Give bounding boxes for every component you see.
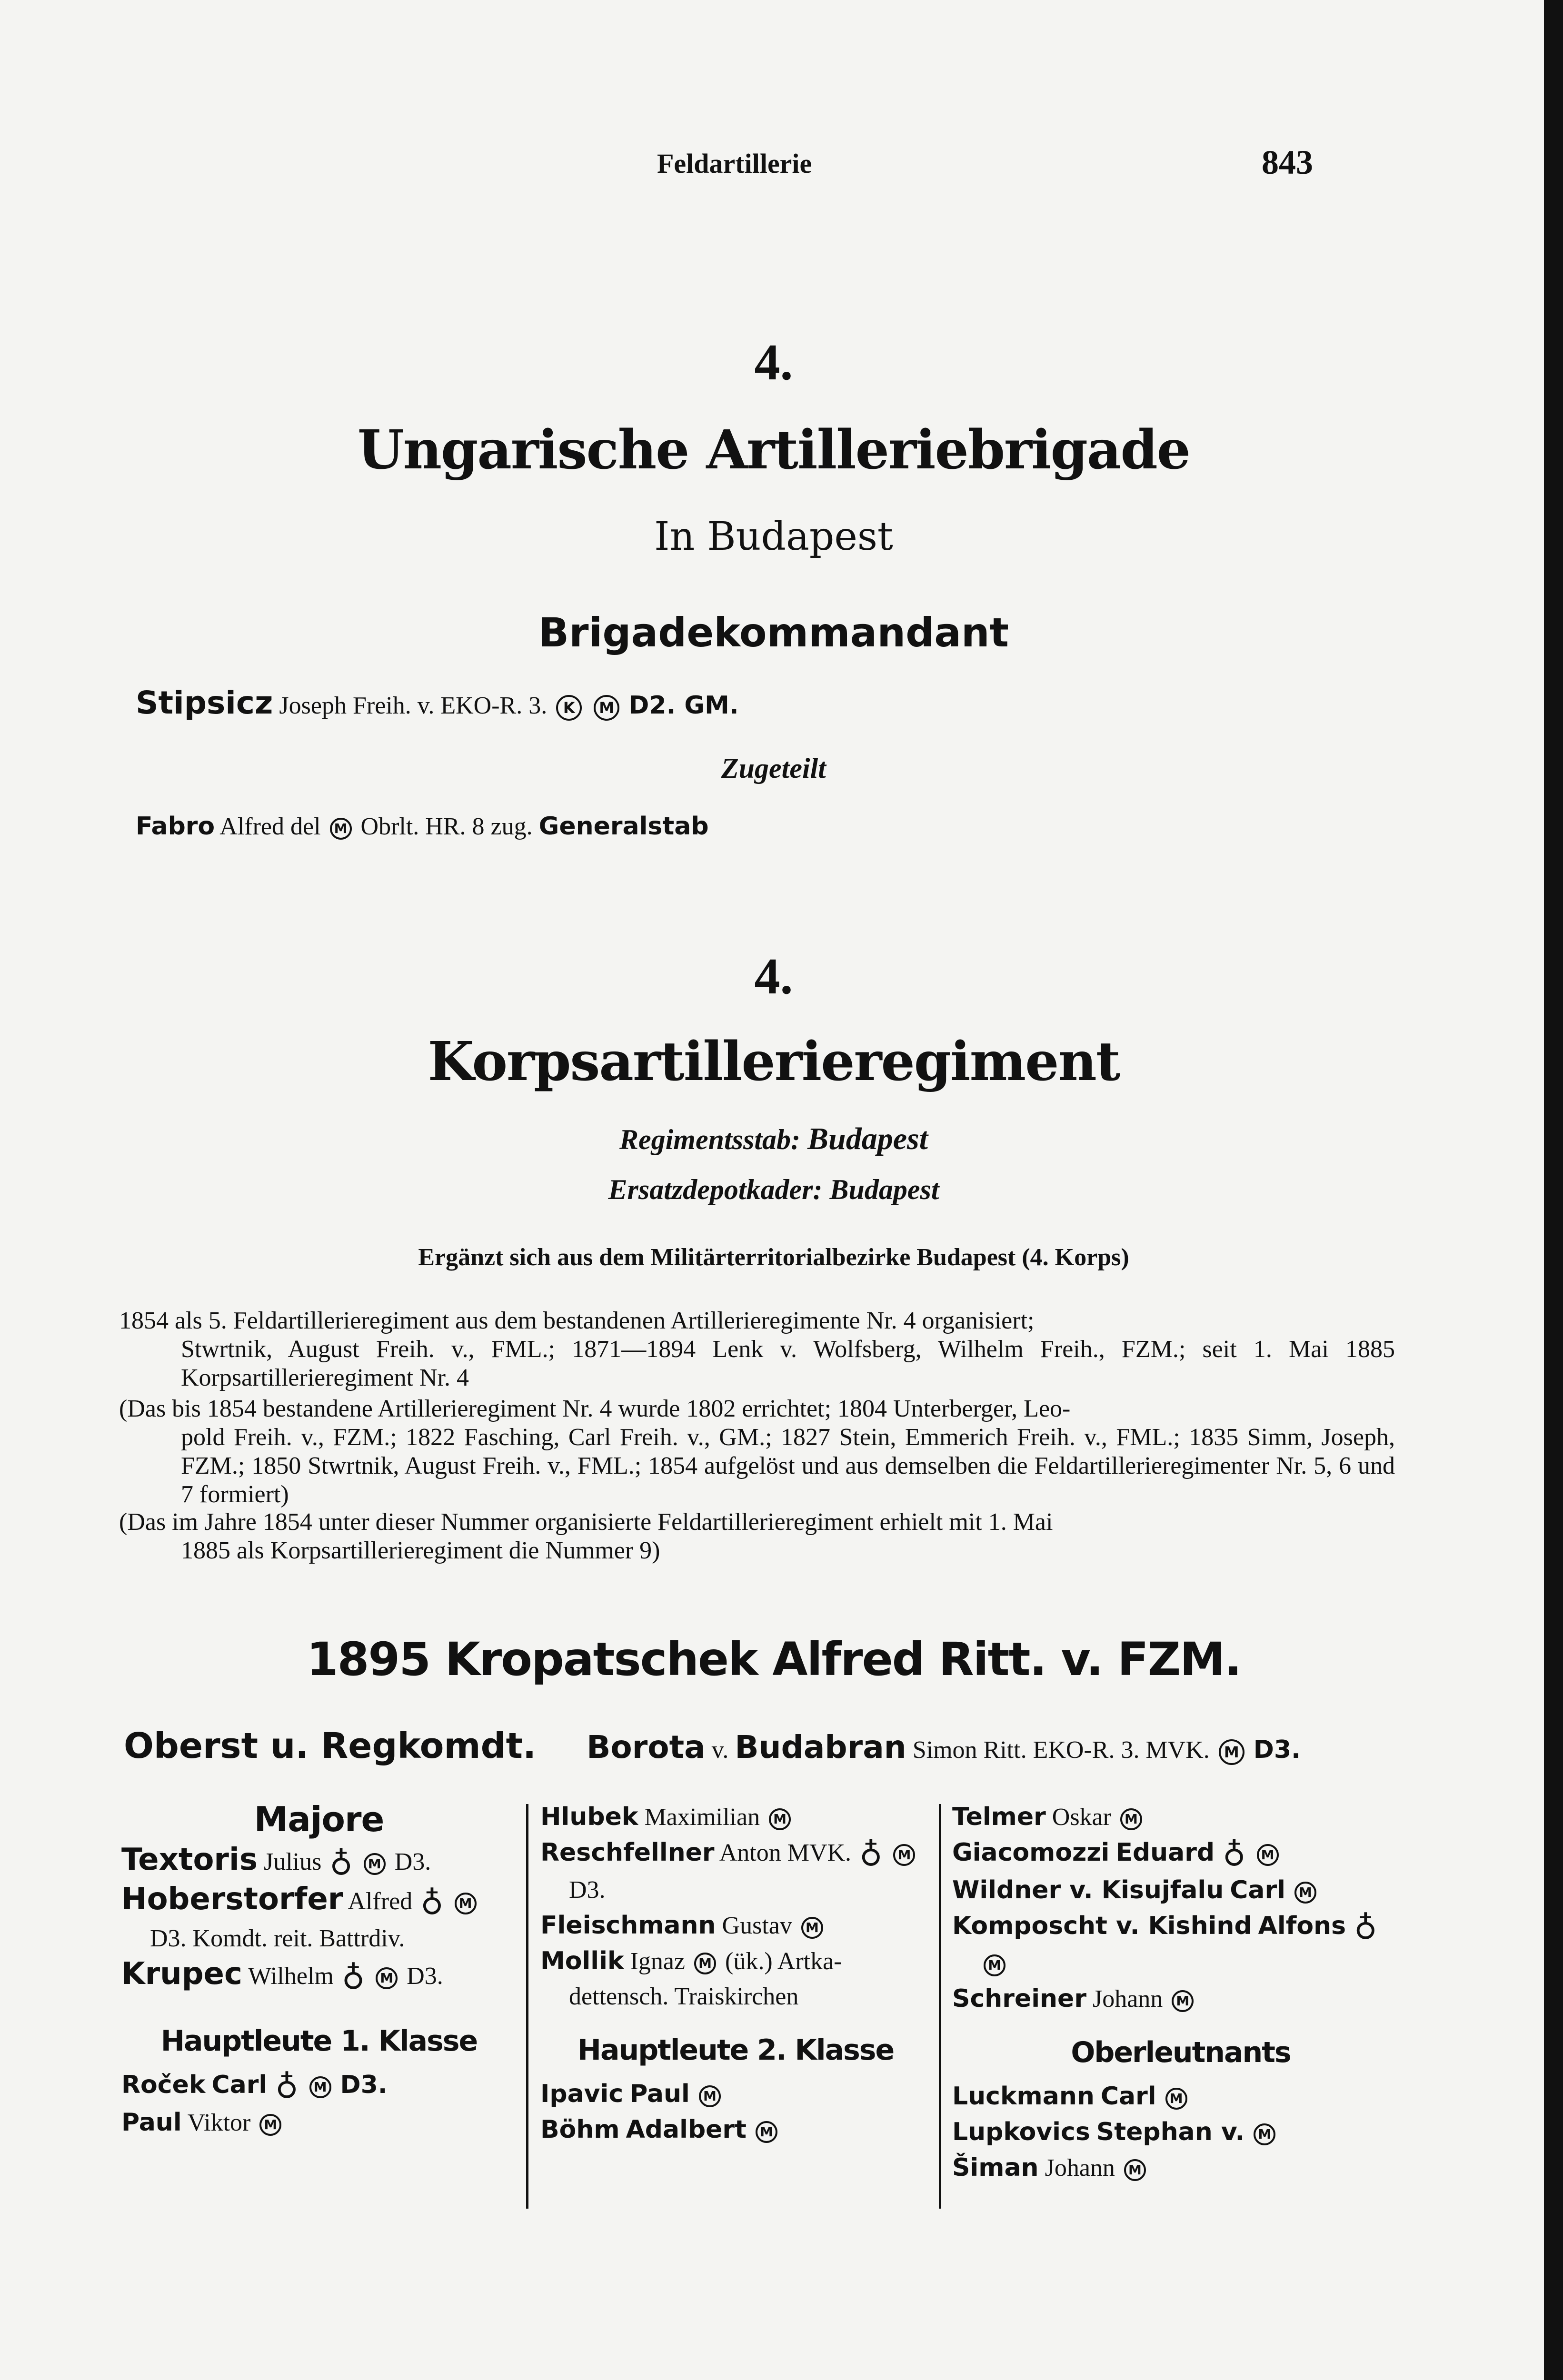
assigned-rest: Obrlt. HR. 8 zug. (360, 813, 533, 840)
m-symbol-icon: M (893, 1844, 915, 1866)
history-paragraph-3: (Das im Jahre 1854 unter dieser Nummer organisierte Feldartillerieregiment erhielt mit 1. Mai 1885 als Korpsartillerieregiment die Nummer 9) (119, 1508, 1053, 1564)
assigned-staff: Generalstab (538, 812, 709, 841)
list-item: Šiman Johann M (952, 2150, 1409, 2186)
commander-heading: Brigadekommandant (538, 609, 1009, 656)
brigade-location: In Budapest (654, 514, 893, 559)
column-middle (540, 1799, 931, 2148)
m-symbol-icon: M (1257, 1844, 1279, 1866)
m-symbol-icon: M (694, 1953, 716, 1974)
regiment-commander-particle: v. (711, 1736, 729, 1764)
commander-label: Oberst u. Regkomdt. (124, 1726, 537, 1766)
m-symbol-icon: M (376, 1967, 398, 1989)
list-item: Hlubek Maximilian M (540, 1799, 931, 1835)
regiment-commander-details: Simon Ritt. EKO-R. 3. MVK. (912, 1736, 1210, 1764)
k-symbol-icon: K (556, 695, 582, 721)
running-header-title: Feldartillerie (657, 148, 812, 179)
m-symbol-icon: M (455, 1893, 477, 1914)
m-symbol-icon: M (756, 2121, 777, 2143)
staff-label: Regimentsstab: (619, 1124, 800, 1155)
m-symbol-icon: M (309, 2076, 331, 2098)
list-item: Hoberstorfer Alfred ♁ M (121, 1882, 517, 1921)
regiment-commander-rest: D3. (1253, 1735, 1301, 1764)
list-item: Paul Viktor M (121, 2105, 517, 2141)
brigade-number: 4. (754, 334, 793, 391)
regiment-commander-line (124, 1726, 1301, 1766)
list-item: Giacomozzi Eduard ♁ M (952, 1835, 1409, 1873)
m-symbol-icon: M (259, 2114, 281, 2136)
m-symbol-icon: M (1219, 1739, 1244, 1765)
column-divider-left (526, 1804, 528, 2209)
assigned-first: Alfred del (219, 813, 321, 840)
hauptleute-2-heading: Hauptleute 2. Klasse (577, 2033, 894, 2067)
list-item-continuation: D3. (569, 1876, 606, 1904)
m-symbol-icon: M (1124, 2159, 1146, 2181)
list-item: Lupkovics Stephan v. M (952, 2114, 1409, 2150)
staff-location: Budapest (807, 1121, 928, 1156)
list-item: Telmer Oskar M (952, 1799, 1409, 1835)
m-symbol-icon: M (1254, 2123, 1275, 2145)
m-symbol-icon: M (1120, 1808, 1142, 1830)
m-symbol-icon: M (364, 1853, 386, 1875)
order-icon: ♁ (341, 1960, 365, 1997)
list-item: Wildner v. Kisujfalu Carl M (952, 1873, 1409, 1908)
assigned-line (136, 812, 709, 841)
regiment-number: 4. (754, 948, 793, 1005)
m-symbol-icon: M (1172, 1990, 1194, 2012)
m-symbol-icon: M (769, 1808, 791, 1830)
depot-location: Budapest (829, 1174, 939, 1205)
list-item: Roček Carl ♁ M D3. (121, 2069, 388, 2106)
order-icon: ♁ (329, 1845, 353, 1883)
commander-rest: D2. GM. (628, 691, 739, 720)
m-symbol-icon: M (1165, 2088, 1187, 2110)
m-symbol-icon: M (699, 2085, 721, 2107)
regiment-staff-line (114, 1121, 1433, 1157)
list-item: Luckmann Carl M (952, 2079, 1409, 2114)
regiment-proprietor: 1895 Kropatschek Alfred Ritt. v. FZM. (306, 1633, 1241, 1686)
regiment-title: Korpsartillerieregiment (428, 1031, 1120, 1093)
column-divider-right (939, 1804, 941, 2209)
list-item-continuation: D3. Komdt. reit. Battrdiv. (150, 1925, 405, 1953)
list-item: Krupec Wilhelm ♁ M D3. (121, 1956, 443, 1997)
history-paragraph-2: (Das bis 1854 bestandene Artillerieregiment Nr. 4 wurde 1802 errichtet; 1804 Unterberger, Leo- pold Freih. v., FZM.; 1822 Fasching, Carl Freih. v., GM.; 1827 Stein, Emmerich Freih. v., FML.; 1835 Simm, Joseph, FZM.; 1850 Stwrtnik, August Freih. v., FML.; 1854 aufgelöst und aus demselben die Feldartillerieregimenter Nr. 5, 6 und 7 formiert) (119, 1395, 1395, 1508)
list-item: Mollik Ignaz M (ük.) Artka- (540, 1947, 842, 1976)
list-item: Fleischmann Gustav M (540, 1908, 931, 1944)
m-symbol-icon: M (984, 1954, 1005, 1976)
commander-details: Joseph Freih. v. EKO-R. 3. (279, 692, 548, 719)
list-item: Reschfellner Anton MVK. ♁ M (540, 1835, 931, 1873)
regiment-depot-line (114, 1173, 1433, 1206)
list-item: Komposcht v. Kishind Alfons ♁ (952, 1910, 1377, 1947)
m-symbol-icon: M (1294, 1882, 1316, 1904)
order-icon: ♁ (275, 2069, 299, 2106)
commander-name: Stipsicz (136, 684, 273, 721)
history-paragraph-1: 1854 als 5. Feldartillerieregiment aus dem bestandenen Artillerieregimente Nr. 4 organisiert; Stwrtnik, August Freih. v., FML.; 1871—1894 Lenk v. Wolfsberg, Wilhelm Freih., FZM.; seit 1. Mai 1885 Korpsartillerieregiment Nr. 4 (119, 1307, 1395, 1391)
regiment-commander-name: Borota (587, 1729, 706, 1765)
order-icon: ♁ (420, 1885, 444, 1922)
list-item-continuation: dettensch. Traiskirchen (569, 1983, 799, 2011)
regiment-commander-name2: Budabran (735, 1729, 906, 1765)
brigade-title: Ungarische Artilleriebrigade (357, 419, 1190, 481)
depot-label: Ersatzdepotkader: (608, 1174, 823, 1205)
column-right (952, 1799, 1409, 2186)
column-left (121, 1799, 517, 2141)
scan-edge (1544, 0, 1563, 2380)
m-symbol-icon: M (801, 1917, 823, 1939)
order-icon: ♁ (1354, 1910, 1377, 1947)
assigned-heading: Zugeteilt (721, 753, 826, 784)
list-item: Schreiner Johann M (952, 1981, 1409, 2017)
m-symbol-icon: M (594, 695, 619, 721)
order-icon: ♁ (1223, 1836, 1246, 1874)
m-symbol-icon: M (330, 818, 352, 840)
majore-heading: Majore (254, 1799, 384, 1839)
order-icon: ♁ (859, 1836, 883, 1874)
assigned-name: Fabro (136, 812, 215, 841)
page-number: 843 (1262, 143, 1313, 181)
oberleutnants-heading: Oberleutnants (1071, 2036, 1291, 2070)
brigade-commander-line (136, 684, 739, 721)
list-item-continuation (952, 1946, 1409, 1981)
list-item: Böhm Adalbert M (540, 2112, 931, 2148)
recruitment-line: Ergänzt sich aus dem Militärterritorialbezirke Budapest (4. Korps) (418, 1244, 1129, 1271)
list-item: Ipavic Paul M (540, 2076, 931, 2112)
list-item: Textoris Julius ♁ M D3. (121, 1842, 431, 1883)
hauptleute-1-heading: Hauptleute 1. Klasse (160, 2024, 478, 2058)
